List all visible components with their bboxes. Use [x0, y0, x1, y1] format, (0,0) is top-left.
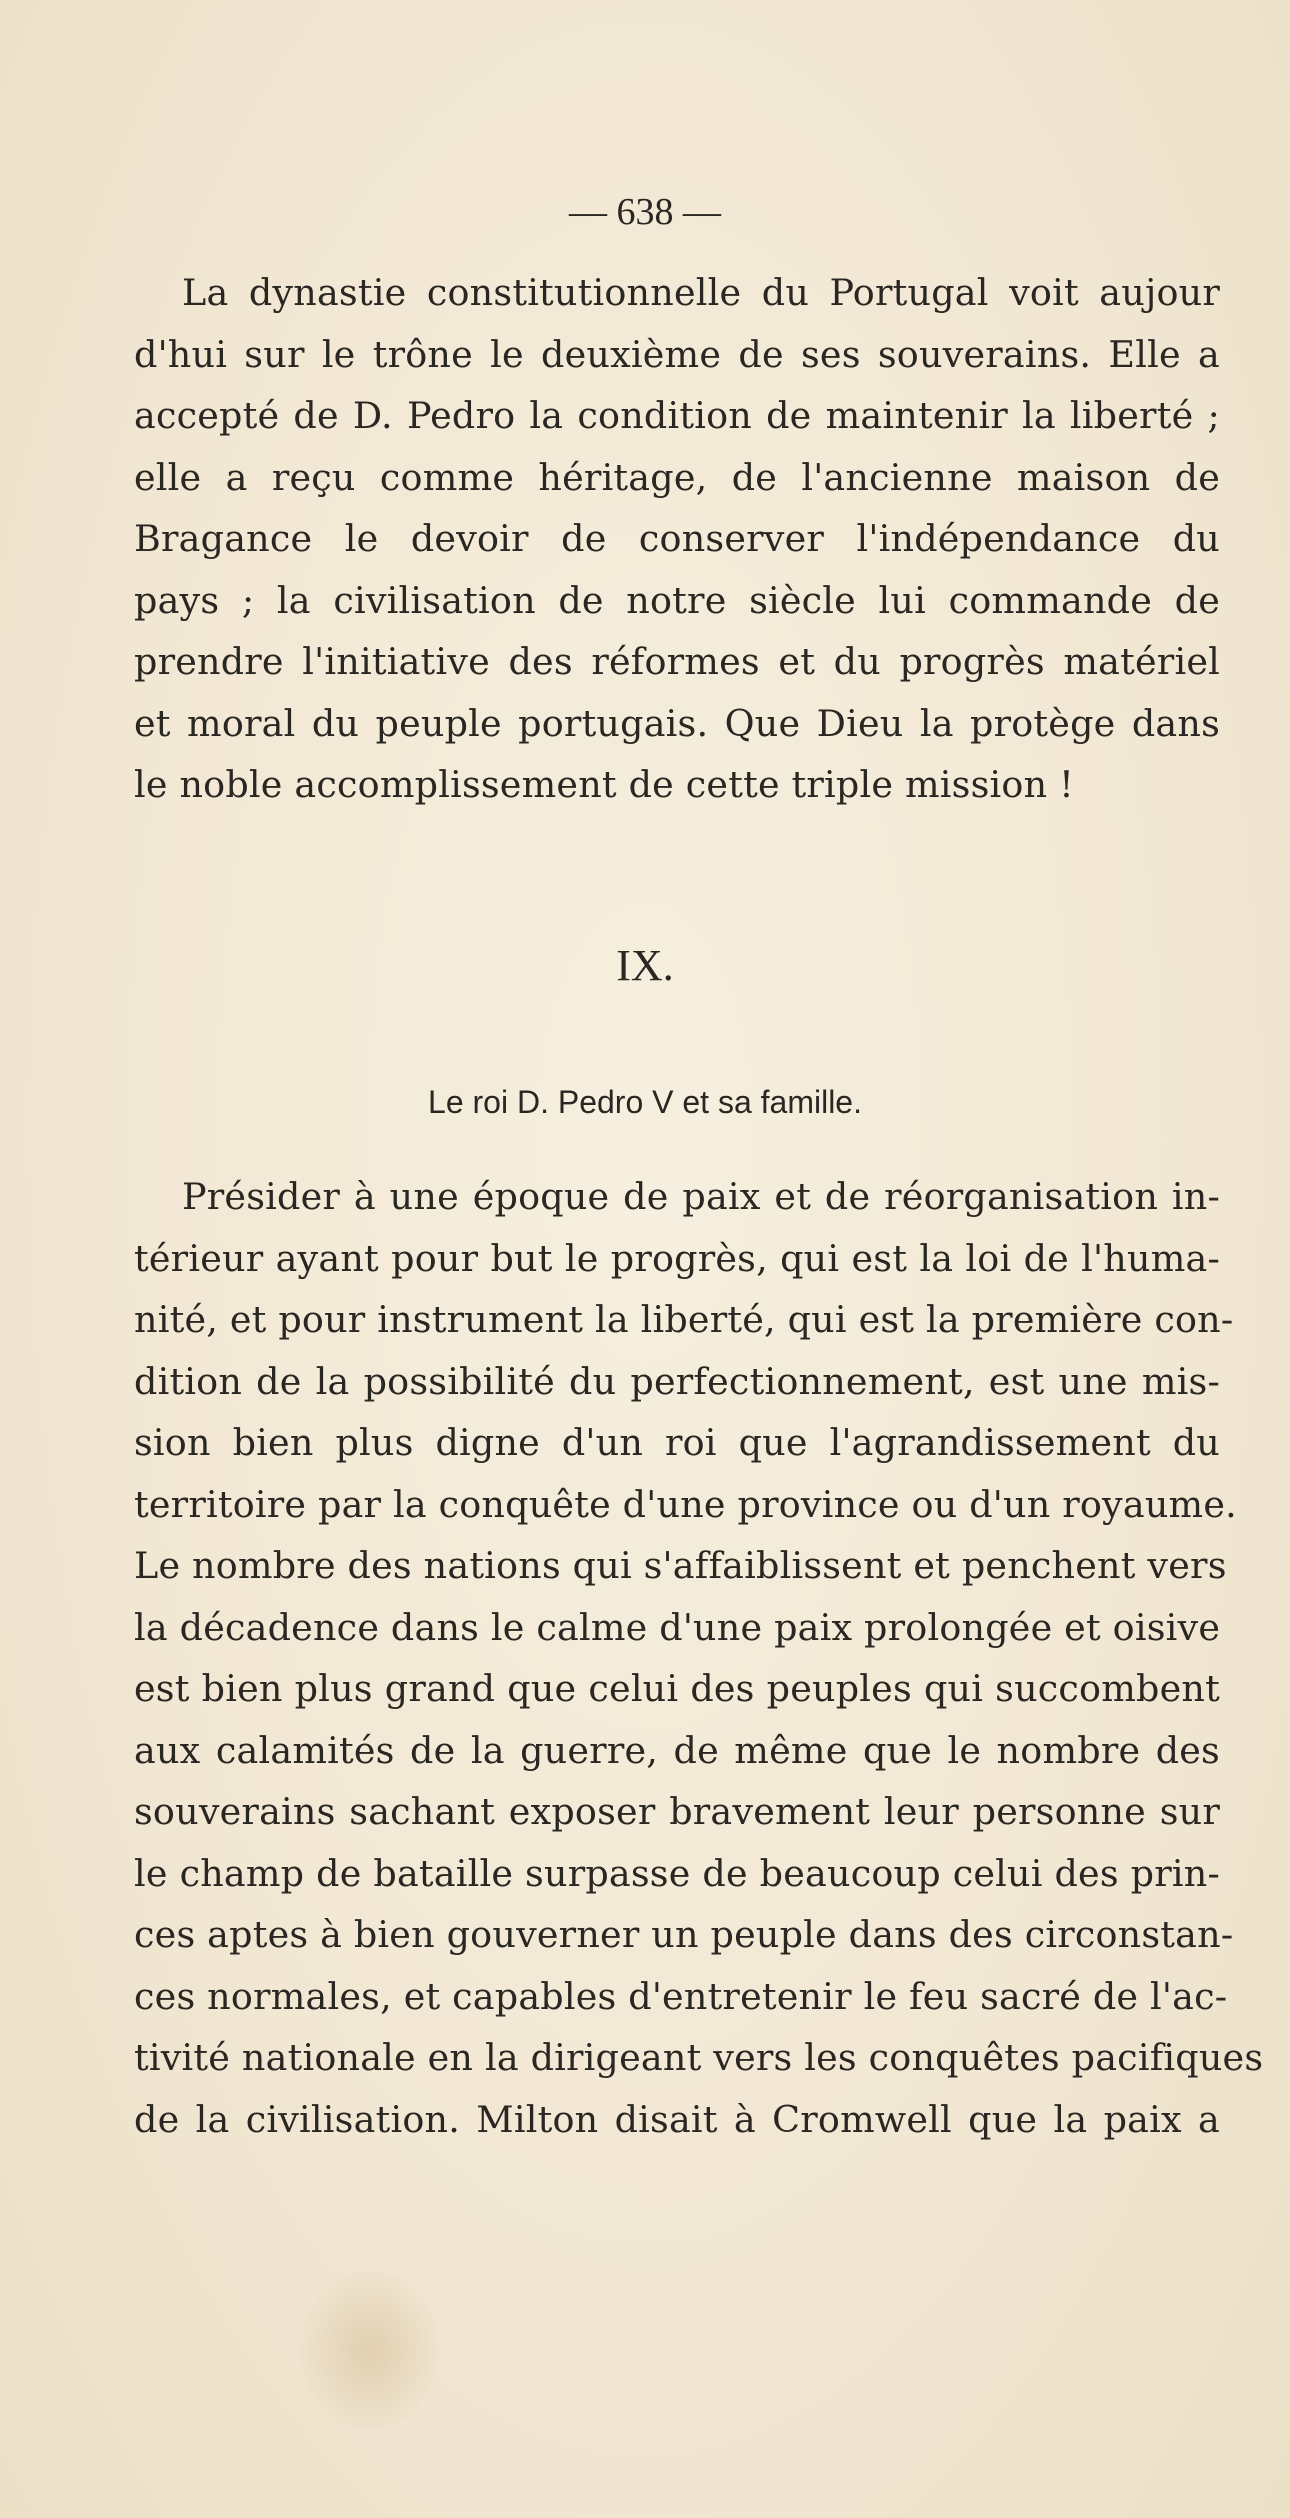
text-line: ces normales, et capables d'entretenir le feu sacré de l'ac-: [134, 1974, 1228, 2018]
paragraph-1: [134, 262, 1220, 816]
text-line: et moral du peuple portugais. Que Dieu la protège dans: [134, 701, 1220, 745]
section-number: IX.: [616, 941, 674, 990]
text-line: le noble accomplissement de cette triple mission !: [134, 763, 1074, 806]
text-line: pays ; la civilisation de notre siècle lui commande de: [134, 578, 1220, 622]
text-line: tivité nationale en la dirigeant vers les conquêtes pacifiques: [134, 2036, 1264, 2079]
text-line: d'hui sur le trône le deuxième de ses souverains. Elle a: [134, 332, 1220, 376]
text-line: dition de la possibilité du perfectionnement, est une mis-: [134, 1359, 1220, 1403]
text-line: prendre l'initiative des réformes et du progrès matériel: [134, 640, 1220, 683]
text-line: souverains sachant exposer bravement leur personne sur: [134, 1790, 1220, 1833]
text-line: elle a reçu comme héritage, de l'ancienne maison de: [134, 455, 1220, 499]
text-line: de la civilisation. Milton disait à Cromwell que la paix a: [134, 2097, 1220, 2141]
text-line: la décadence dans le calme d'une paix prolongée et oisive: [134, 1605, 1221, 1649]
text-line: Bragance le devoir de conserver l'indépendance du: [134, 517, 1220, 560]
text-line: le champ de bataille surpasse de beaucoup celui des prin-: [134, 1851, 1220, 1895]
page-number: — 638 —: [569, 191, 721, 233]
text-line: nité, et pour instrument la liberté, qui est la première con-: [134, 1298, 1234, 1341]
text-line: aux calamités de la guerre, de même que le nombre des: [134, 1728, 1220, 1772]
text-line: sion bien plus digne d'un roi que l'agrandissement du: [134, 1421, 1220, 1464]
text-line: térieur ayant pour but le progrès, qui est la loi de l'huma-: [134, 1236, 1220, 1280]
text-line: territoire par la conquête d'une province ou d'un royaume.: [134, 1482, 1237, 1526]
text-line: Présider à une époque de paix et de réorganisation in-: [182, 1175, 1220, 1218]
text-line: accepté de D. Pedro la condition de maintenir la liberté ;: [134, 394, 1220, 437]
text-line: La dynastie constitutionnelle du Portugal voit aujour: [182, 271, 1220, 314]
paragraph-2: [134, 1166, 1264, 2150]
paper-stain: [300, 2270, 440, 2430]
text-line: Le nombre des nations qui s'affaiblissent et penchent vers: [134, 1544, 1227, 1587]
text-line: est bien plus grand que celui des peuples qui succombent: [134, 1667, 1220, 1710]
section-title: Le roi D. Pedro V et sa famille.: [428, 1084, 862, 1120]
text-line: ces aptes à bien gouverner un peuple dans des circonstan-: [134, 1913, 1234, 1956]
